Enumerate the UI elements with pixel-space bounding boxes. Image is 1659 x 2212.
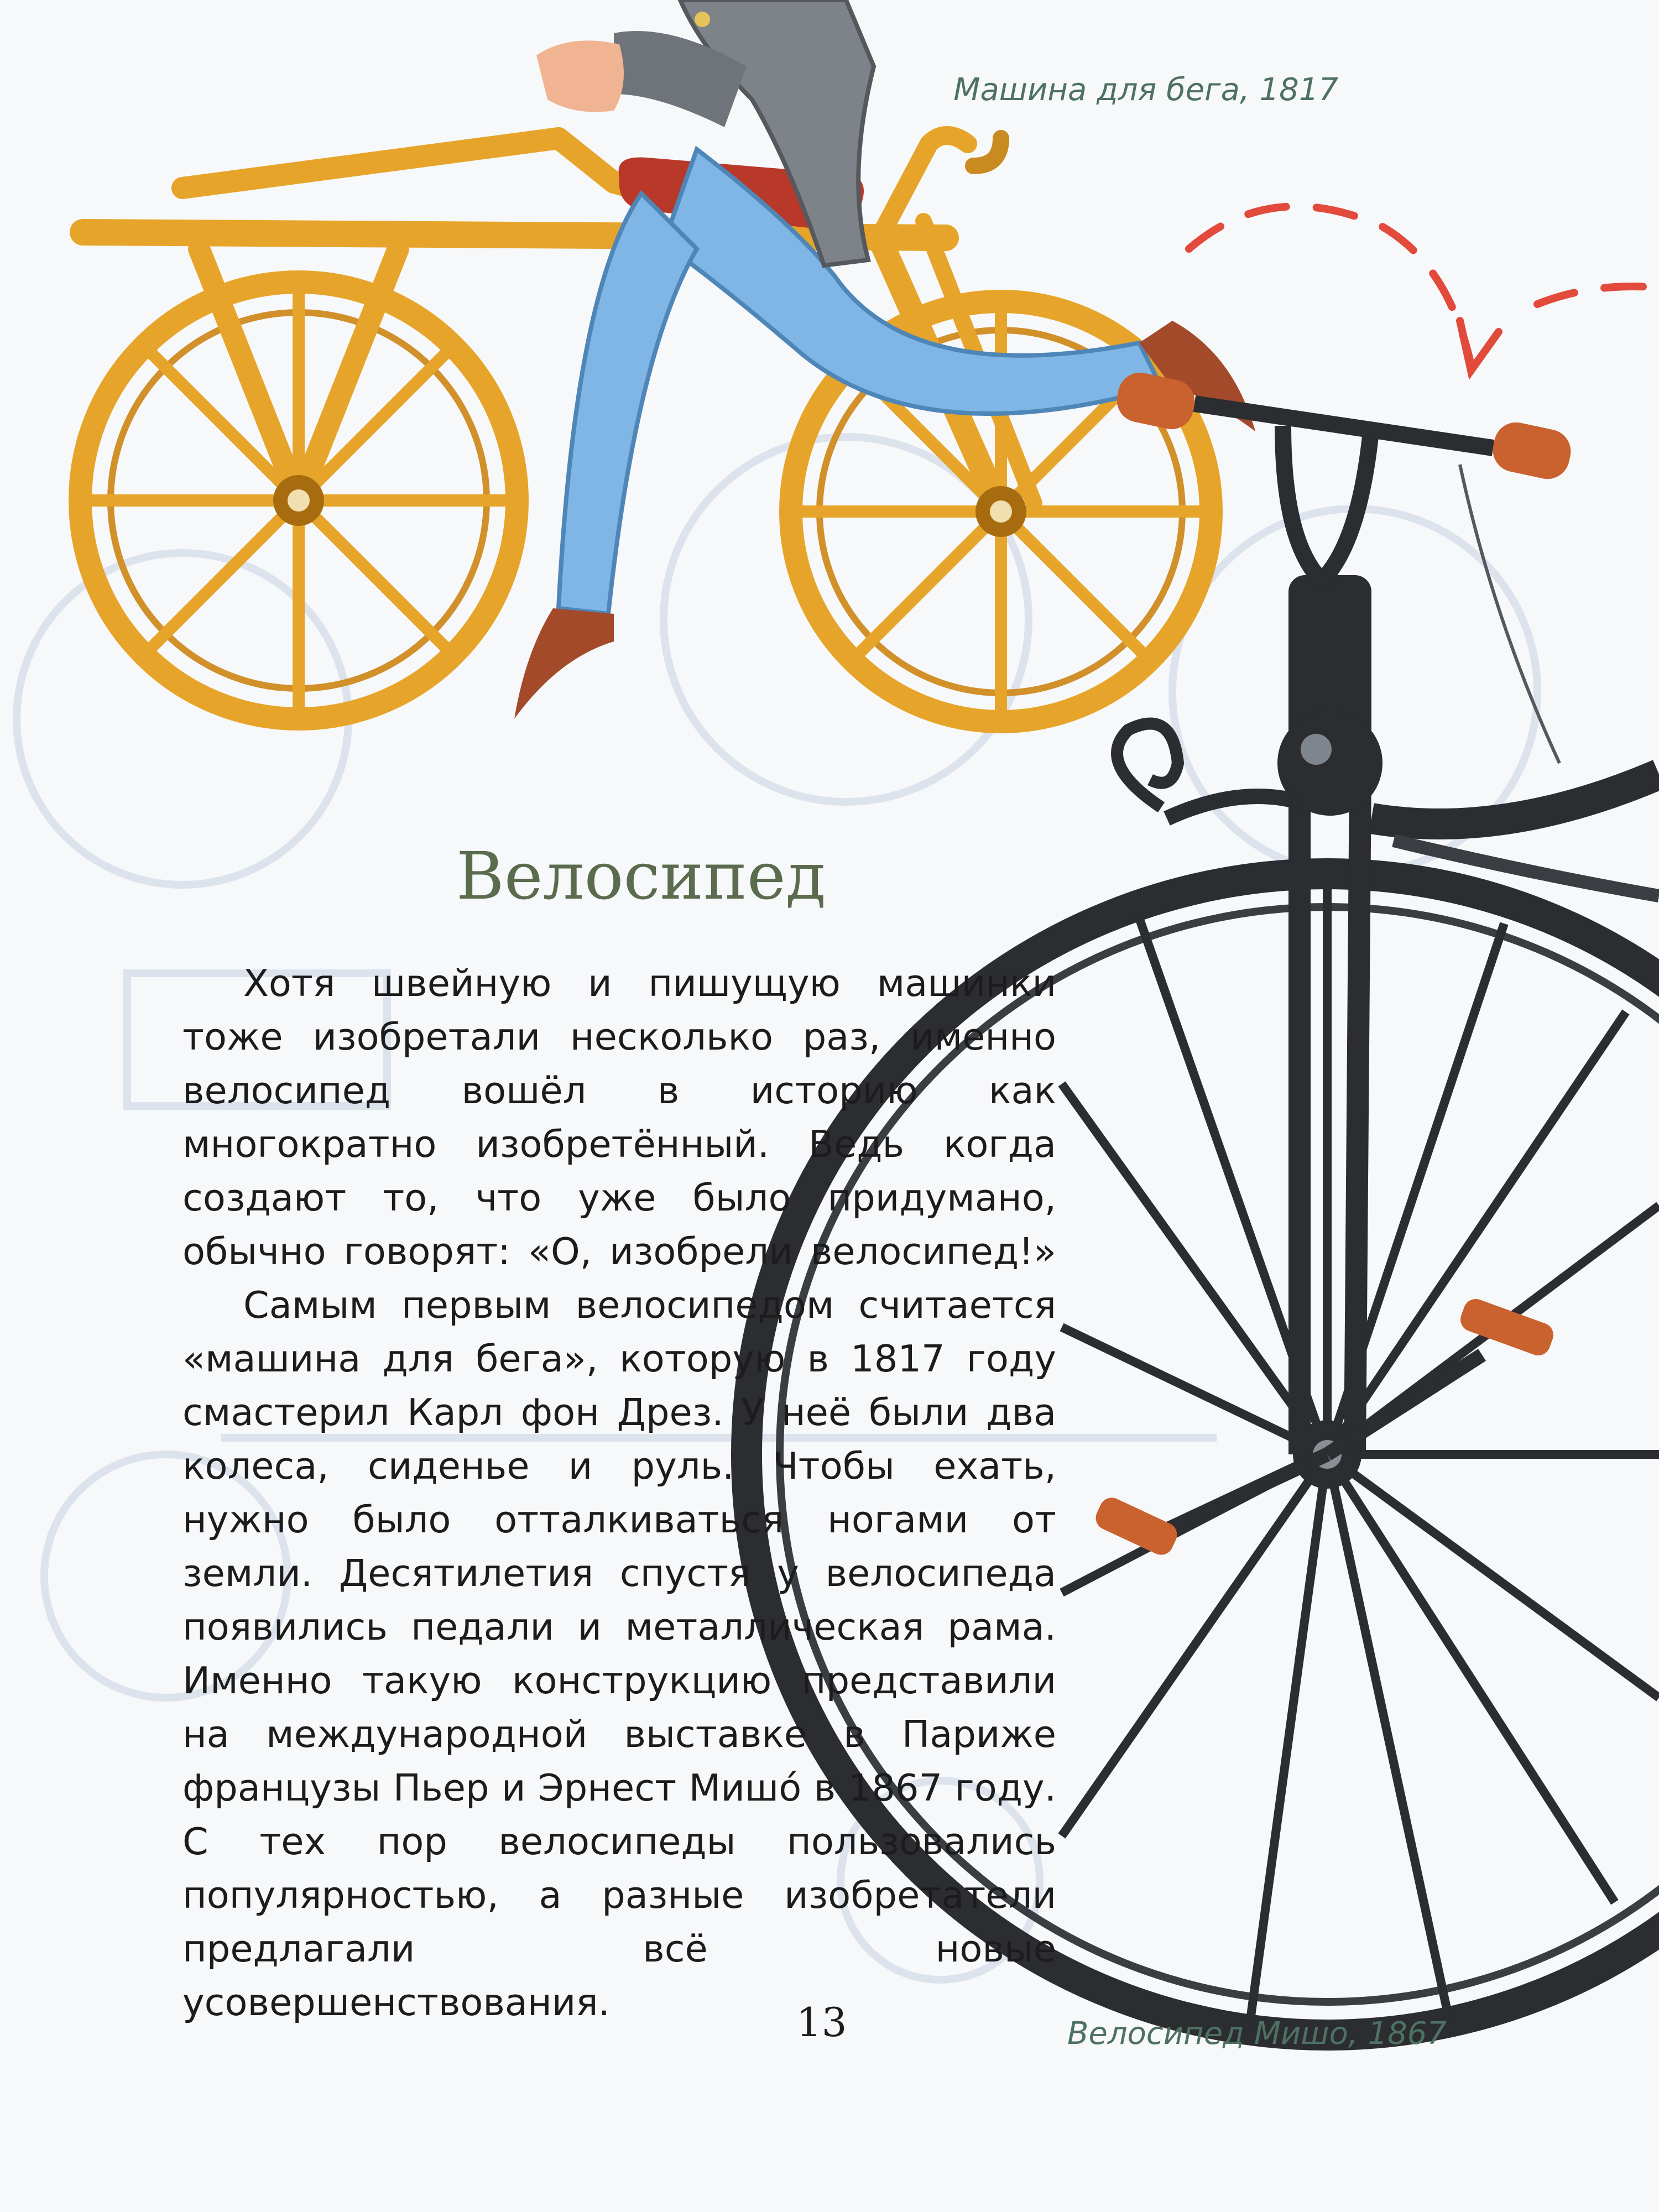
- caption-michaux: Велосипед Мишо, 1867: [1067, 2016, 1447, 2052]
- page-title: Велосипед: [456, 838, 826, 914]
- page-number: 13: [796, 1999, 847, 2046]
- paragraph-2: Самым первым велосипедом считается «машина для бега», которую в 1817 году смастерил Карл фон Дрез. У неё были два колеса, сиденье и руль. Чтобы ехать, нужно было отталкиваться ногами от земли. Десятилетия спустя у велосипеда появились педали и металлическая рама. Именно такую конструкцию представили на международной выставке в Париже французы Пьер и Эрнест Мишо́ в 1867 году. С тех пор велосипеды пользовались популярностью, а разные изобретатели предлагали всё новые усовершенствования.: [182, 1284, 1056, 2024]
- body-text: [182, 957, 1056, 2030]
- caption-draisine: Машина для бега, 1817: [953, 72, 1338, 108]
- michaux-velocipede-illustration: [1062, 343, 1659, 2046]
- paragraph-1: Хотя швейную и пишущую машинки тоже изобретали несколько раз, именно велосипед вошёл в историю как многократно изобретённый. Ведь когда создают то, что уже было придумано, обычно говорят: «О, изобрели велосипед!»: [182, 962, 1056, 1273]
